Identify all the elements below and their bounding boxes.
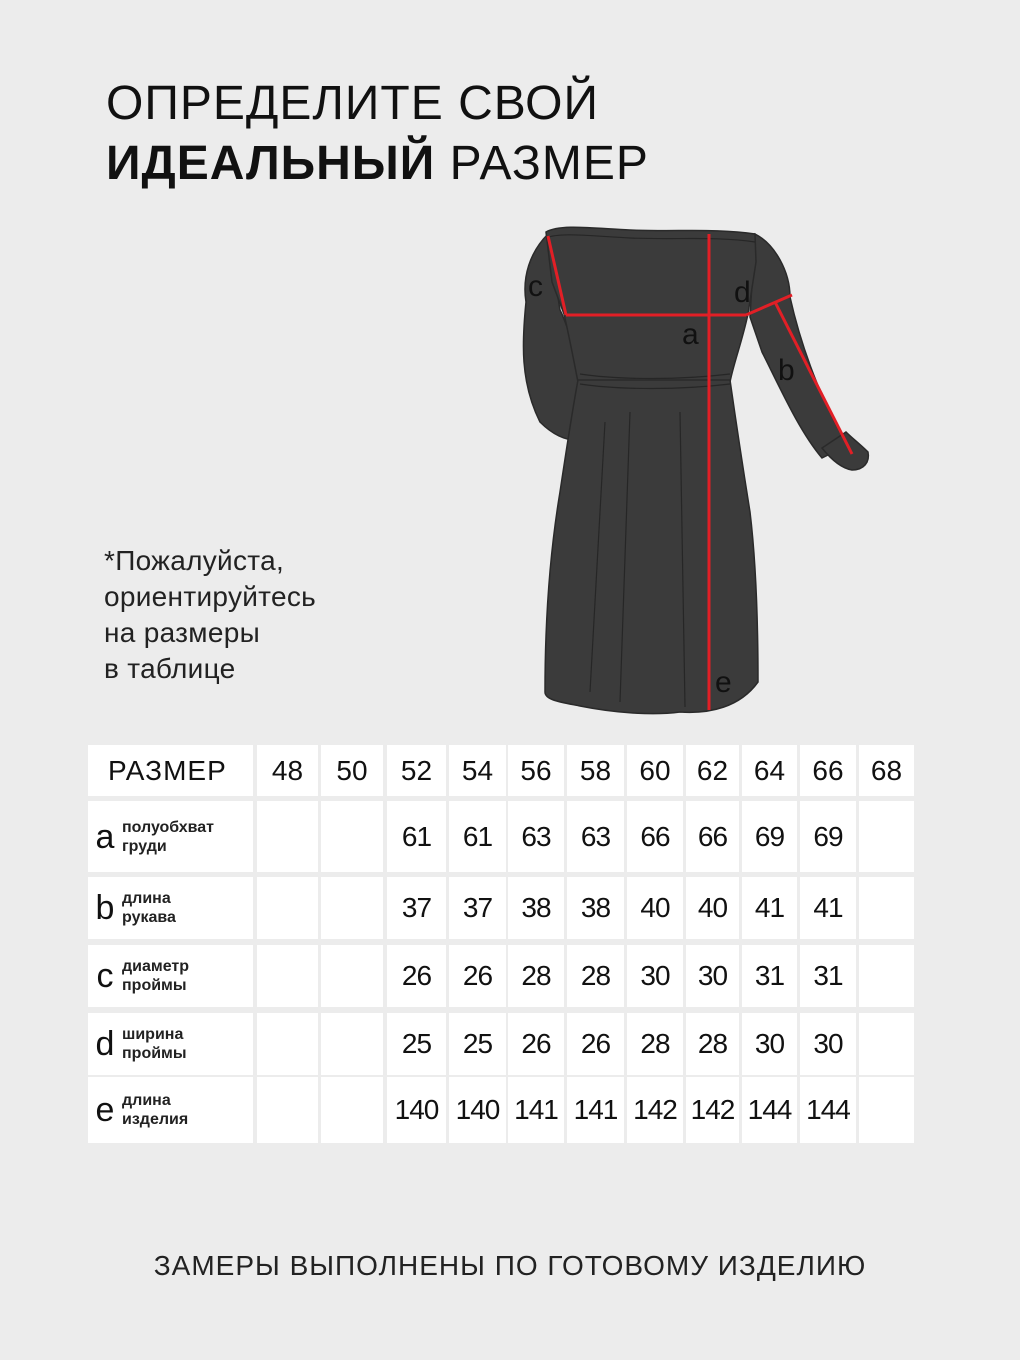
row-label-cell xyxy=(88,1013,253,1075)
dress-measurement-diagram xyxy=(500,222,890,722)
row-description xyxy=(122,818,214,856)
size-note xyxy=(104,543,316,687)
page-title-line-1: ОПРЕДЕЛИТЕ СВОЙ xyxy=(106,77,599,130)
row-description xyxy=(122,1091,188,1129)
table-cell xyxy=(321,1013,383,1075)
table-cell: 38 xyxy=(508,877,564,939)
table-cell: 140 xyxy=(449,1077,506,1143)
row-description-line: рукава xyxy=(122,909,176,926)
table-cell: 40 xyxy=(686,877,739,939)
table-cell: 41 xyxy=(742,877,797,939)
table-cell xyxy=(321,945,383,1007)
table-cell xyxy=(321,801,383,872)
table-cell: 28 xyxy=(508,945,564,1007)
table-cell: 61 xyxy=(449,801,506,872)
table-cell: 30 xyxy=(686,945,739,1007)
table-cell xyxy=(859,945,914,1007)
table-cell xyxy=(321,1077,383,1143)
note-line: ориентируйтесь xyxy=(104,581,317,612)
table-cell: 37 xyxy=(387,877,446,939)
table-cell: 141 xyxy=(567,1077,624,1143)
row-letter: d xyxy=(95,1025,115,1063)
table-cell: 140 xyxy=(387,1077,446,1143)
table-cell: 142 xyxy=(627,1077,683,1143)
row-description-line: полуобхват xyxy=(122,818,215,836)
diagram-label-e: e xyxy=(715,666,732,699)
size-column-header: 62 xyxy=(686,745,739,796)
table-cell: 28 xyxy=(627,1013,683,1075)
size-column-header: 60 xyxy=(627,745,683,796)
row-description-line: изделия xyxy=(122,1111,189,1128)
size-column-header: 48 xyxy=(257,745,318,796)
size-column-header: 68 xyxy=(859,745,914,796)
diagram-label-d: d xyxy=(734,276,751,309)
row-letter: a xyxy=(95,817,115,856)
table-cell: 69 xyxy=(800,801,856,872)
table-cell: 28 xyxy=(686,1013,739,1075)
diagram-label-b: b xyxy=(778,354,795,387)
table-cell: 28 xyxy=(567,945,624,1007)
table-cell: 144 xyxy=(742,1077,797,1143)
table-cell: 142 xyxy=(686,1077,739,1143)
row-description-line: длина xyxy=(122,890,171,907)
note-line: *Пожалуйста, xyxy=(104,545,285,576)
table-cell: 69 xyxy=(742,801,797,872)
row-label-cell xyxy=(88,877,253,939)
row-label-cell xyxy=(88,945,253,1007)
table-cell xyxy=(859,801,914,872)
row-description-line: диаметр xyxy=(122,958,190,975)
size-header-cell: РАЗМЕР xyxy=(88,745,253,796)
page-title-bold: ИДЕАЛЬНЫЙ xyxy=(106,137,436,190)
table-cell: 26 xyxy=(449,945,506,1007)
row-letter: c xyxy=(96,957,114,995)
size-column-header: 50 xyxy=(321,745,383,796)
table-cell xyxy=(321,877,383,939)
note-line: в таблице xyxy=(104,653,236,684)
table-cell: 25 xyxy=(387,1013,446,1075)
row-description-line: ширина xyxy=(122,1026,184,1043)
table-cell xyxy=(859,1013,914,1075)
size-column-header: 56 xyxy=(508,745,564,796)
size-column-header: 58 xyxy=(567,745,624,796)
row-letter: e xyxy=(95,1091,115,1129)
table-cell: 41 xyxy=(800,877,856,939)
table-cell: 38 xyxy=(567,877,624,939)
table-cell: 26 xyxy=(508,1013,564,1075)
table-cell: 26 xyxy=(567,1013,624,1075)
table-cell: 37 xyxy=(449,877,506,939)
size-column-header: 64 xyxy=(742,745,797,796)
table-cell: 30 xyxy=(742,1013,797,1075)
row-description xyxy=(122,1025,187,1063)
table-cell: 66 xyxy=(686,801,739,872)
table-cell: 31 xyxy=(800,945,856,1007)
row-description-line: проймы xyxy=(122,1045,187,1062)
table-cell xyxy=(257,801,318,872)
table-cell: 30 xyxy=(627,945,683,1007)
table-cell: 63 xyxy=(508,801,564,872)
row-label-cell xyxy=(88,801,253,872)
table-cell: 26 xyxy=(387,945,446,1007)
table-cell: 30 xyxy=(800,1013,856,1075)
table-cell xyxy=(257,945,318,1007)
table-cell: 61 xyxy=(387,801,446,872)
row-letter: b xyxy=(95,889,115,927)
row-description-line: проймы xyxy=(122,977,187,994)
page-title-rest: РАЗМЕР xyxy=(435,137,649,190)
table-cell: 40 xyxy=(627,877,683,939)
table-cell xyxy=(859,877,914,939)
diagram-label-c: c xyxy=(528,270,543,303)
dress-right-sleeve xyxy=(750,234,850,458)
table-cell xyxy=(257,1077,318,1143)
note-line: на размеры xyxy=(104,617,261,648)
row-description-line: груди xyxy=(122,837,167,855)
page-title-line-2 xyxy=(106,137,649,190)
table-cell xyxy=(257,1013,318,1075)
table-cell: 63 xyxy=(567,801,624,872)
dress-bodice xyxy=(546,227,756,382)
row-label-cell xyxy=(88,1077,253,1143)
table-cell xyxy=(859,1077,914,1143)
row-description xyxy=(122,889,176,927)
size-column-header: 66 xyxy=(800,745,856,796)
row-description-line: длина xyxy=(122,1092,171,1109)
diagram-label-a: a xyxy=(682,318,699,351)
table-cell: 144 xyxy=(800,1077,856,1143)
table-cell: 25 xyxy=(449,1013,506,1075)
row-description xyxy=(122,957,189,995)
table-cell: 66 xyxy=(627,801,683,872)
size-column-header: 52 xyxy=(387,745,446,796)
footer-note: ЗАМЕРЫ ВЫПОЛНЕНЫ ПО ГОТОВОМУ ИЗДЕЛИЮ xyxy=(153,1250,867,1281)
table-cell: 141 xyxy=(508,1077,564,1143)
size-column-header: 54 xyxy=(449,745,506,796)
table-cell: 31 xyxy=(742,945,797,1007)
table-cell xyxy=(257,877,318,939)
dress-skirt xyxy=(545,380,758,714)
